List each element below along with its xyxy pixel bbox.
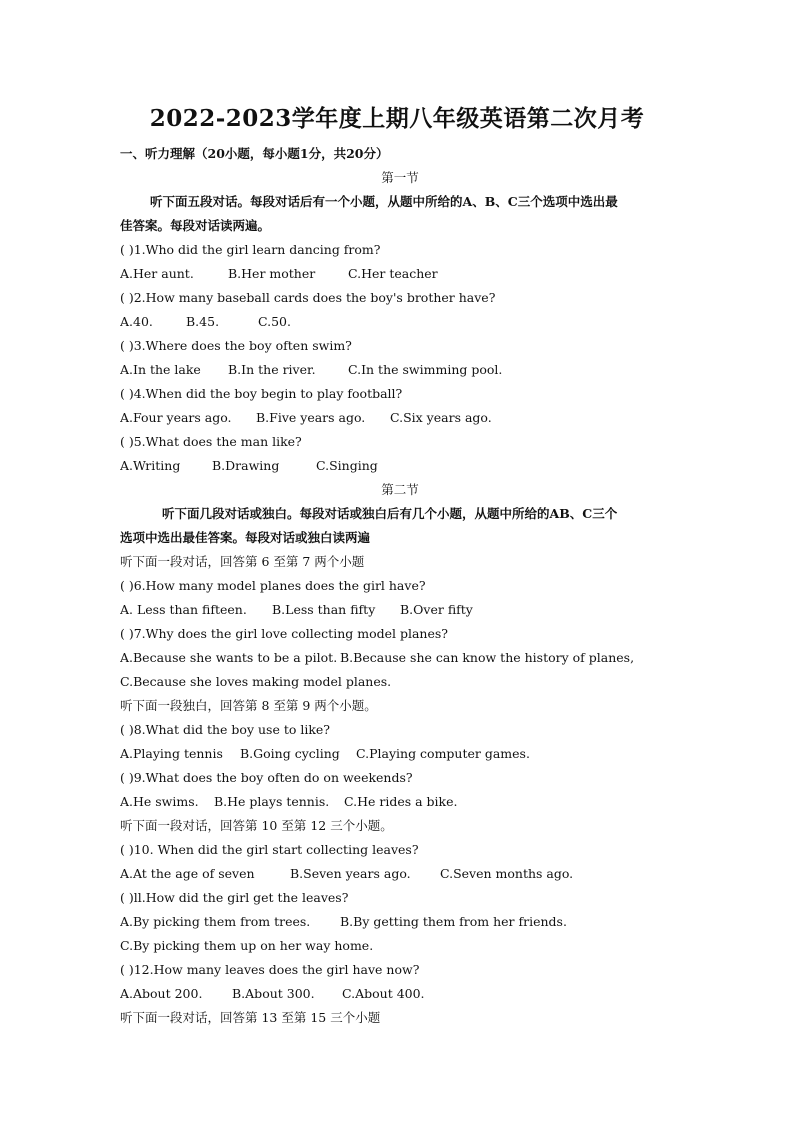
question-6: ( )6.How many model planes does the girl have? [120,578,426,593]
option-a: A.Four years ago. [120,410,232,425]
option-a: A. Less than fifteen. [120,602,247,617]
option-a: A.He swims. [120,794,199,809]
question-12: ( )12.How many leaves does the girl have now? [120,962,420,977]
option-b: B.Her mother [228,266,316,281]
option-a: A.About 200. [120,986,203,1001]
question-8: ( )8.What did the boy use to like? [120,722,331,737]
question-2: ( )2.How many baseball cards does the boy's brother have? [120,290,496,305]
option-a: A.Her aunt. [120,266,194,281]
question-4: ( )4.When did the boy begin to play football? [120,386,403,401]
option-b: B.Because she can know the history of planes, [340,650,635,665]
option-c: C.Playing computer games. [356,746,530,761]
listening-prompt: 听下面一段对话，回答第 6 至第 7 两个小题 [120,554,365,569]
question-5-options [120,454,680,478]
option-a: A.Because she wants to be a pilot. [120,650,338,665]
option-b: B.About 300. [232,986,315,1001]
page-title: 2022-2023学年度上期八年级英语第二次月考 [149,105,645,132]
option-a: A.Writing [120,458,181,473]
option-c: C.He rides a bike. [344,794,458,809]
option-b: B.In the river. [228,362,316,377]
question-10: ( )10. When did the girl start collecting leaves? [120,842,419,857]
question-9-options [120,790,680,814]
option-c: C.50. [258,314,291,329]
question-1-options [120,262,680,286]
question-3-options [120,358,680,382]
option-b: B.Five years ago. [256,410,366,425]
option-a: A.At the age of seven [120,866,255,881]
question-12-options [120,982,680,1006]
question-4-options [120,406,680,430]
listening-prompt: 听下面一段独白，回答第 8 至第 9 两个小题。 [120,698,377,713]
question-7: ( )7.Why does the girl love collecting model planes? [120,626,448,641]
option-c: C.About 400. [342,986,425,1001]
part1-label: 第一节 [381,170,419,185]
question-2-options [120,310,680,334]
option-c: C.In the swimming pool. [348,362,503,377]
question-10-options [120,862,680,886]
option-a: A.By picking them from trees. [120,914,311,929]
section-heading: 一、听力理解（20小题，每小题1分，共20分） [120,146,389,161]
option-b: B.Drawing [212,458,280,473]
option-b: B.45. [186,314,220,329]
question-8-options [120,742,680,766]
part2-instructions: 听下面几段对话或独白。每段对话或独白后有几个小题，从题中所给的AB、C三个 [162,506,618,521]
option-c: C.Because she loves making model planes. [120,674,392,689]
option-a: A.40. [120,314,153,329]
question-3: ( )3.Where does the boy often swim? [120,338,352,353]
question-7-options [120,646,680,670]
option-a: A.In the lake [120,362,201,377]
option-b: B.Going cycling [240,746,340,761]
option-c: B.Over fifty [400,602,473,617]
option-b: B.He plays tennis. [214,794,330,809]
part2-label: 第二节 [381,482,419,497]
question-5: ( )5.What does the man like? [120,434,302,449]
question-9: ( )9.What does the boy often do on weekends? [120,770,413,785]
question-11: ( )ll.How did the girl get the leaves? [120,890,349,905]
option-a: A.Playing tennis [120,746,223,761]
question-6-options [120,598,680,622]
question-11-options [120,910,680,934]
option-b: B.By getting them from her friends. [340,914,567,929]
question-1: ( )1.Who did the girl learn dancing from? [120,242,381,257]
option-c: C.By picking them up on her way home. [120,938,374,953]
part2-instructions-cont: 选项中选出最佳答案。每段对话或独白读两遍 [120,530,371,545]
part1-instructions: 听下面五段对话。每段对话后有一个小题，从题中所给的A、B、C三个选项中选出最 [150,194,618,209]
listening-prompt: 听下面一段对话，回答第 10 至第 12 三个小题。 [120,818,393,833]
option-c: C.Singing [316,458,378,473]
option-c: C.Seven months ago. [440,866,574,881]
option-c: C.Six years ago. [390,410,492,425]
option-c: C.Her teacher [348,266,438,281]
option-b: B.Less than fifty [272,602,376,617]
option-b: B.Seven years ago. [290,866,411,881]
listening-prompt: 听下面一段对话，回答第 13 至第 15 三个小题 [120,1010,381,1025]
part1-instructions-cont: 佳答案。每段对话读两遍。 [120,218,271,233]
